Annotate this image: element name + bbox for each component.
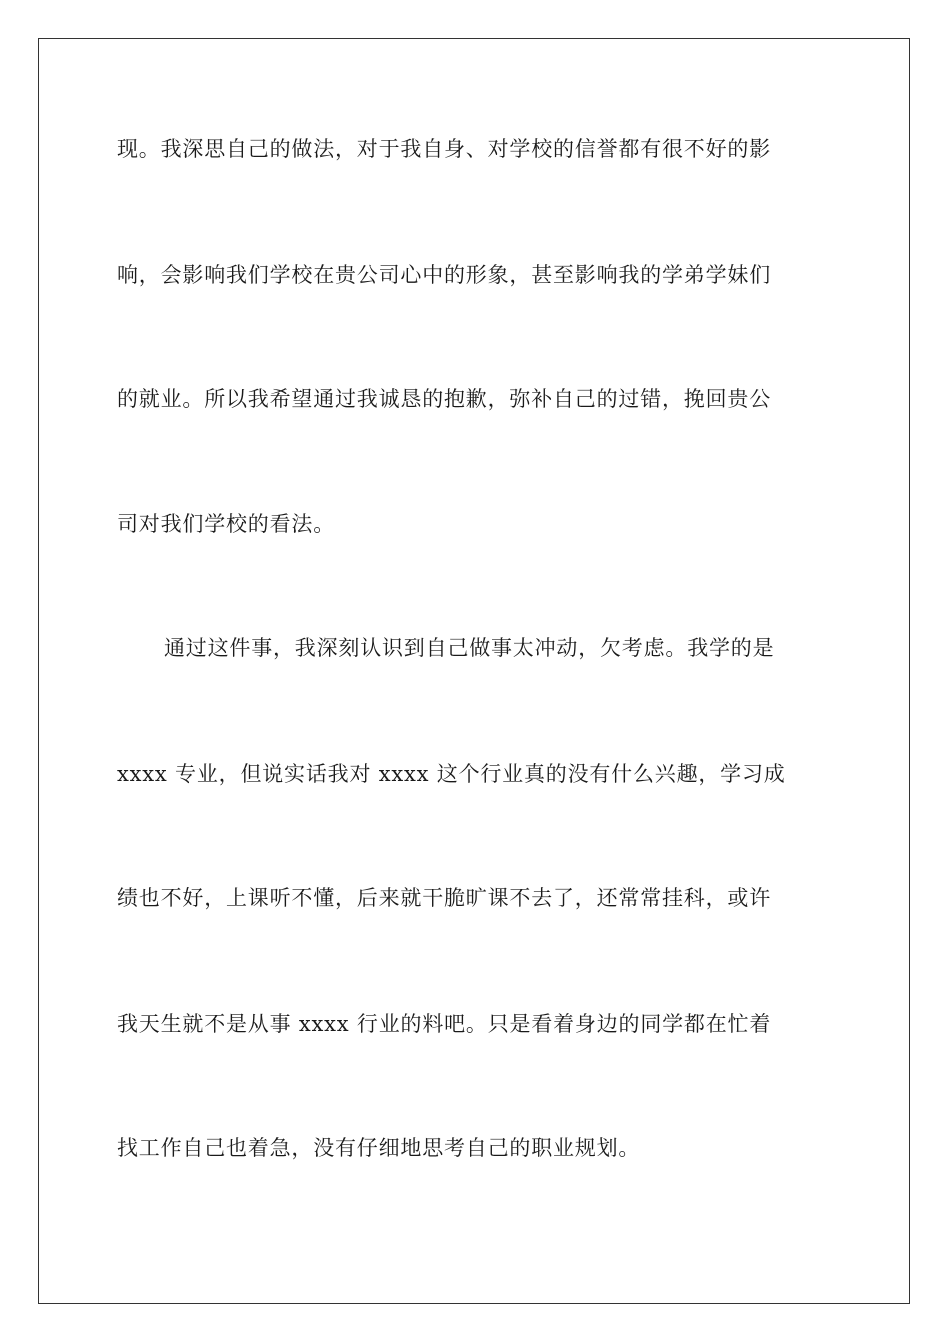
paragraph-2-line-2: xxxx 专业，但说实话我对 xxxx 这个行业真的没有什么兴趣，学习成 xyxy=(117,762,786,786)
paragraph-2-line-1: 通过这件事，我深刻认识到自己做事太冲动，欠考虑。我学的是 xyxy=(164,636,775,660)
paragraph-2-line-3: 绩也不好，上课听不懂，后来就干脆旷课不去了，还常常挂科，或许 xyxy=(117,886,771,910)
paragraph-1-line-3: 的就业。所以我希望通过我诚恳的抱歉，弥补自己的过错，挽回贵公 xyxy=(117,387,771,411)
paragraph-2-line-4: 我天生就不是从事 xxxx 行业的料吧。只是看着身边的同学都在忙着 xyxy=(117,1012,772,1036)
paragraph-1-line-2: 响，会影响我们学校在贵公司心中的形象，甚至影响我的学弟学妹们 xyxy=(117,263,771,287)
paragraph-1-line-1: 现。我深思自己的做法，对于我自身、对学校的信誉都有很不好的影 xyxy=(117,137,771,161)
page-border xyxy=(38,38,910,1304)
paragraph-1-line-4: 司对我们学校的看法。 xyxy=(117,512,335,536)
paragraph-2-line-5: 找工作自己也着急，没有仔细地思考自己的职业规划。 xyxy=(117,1136,641,1160)
